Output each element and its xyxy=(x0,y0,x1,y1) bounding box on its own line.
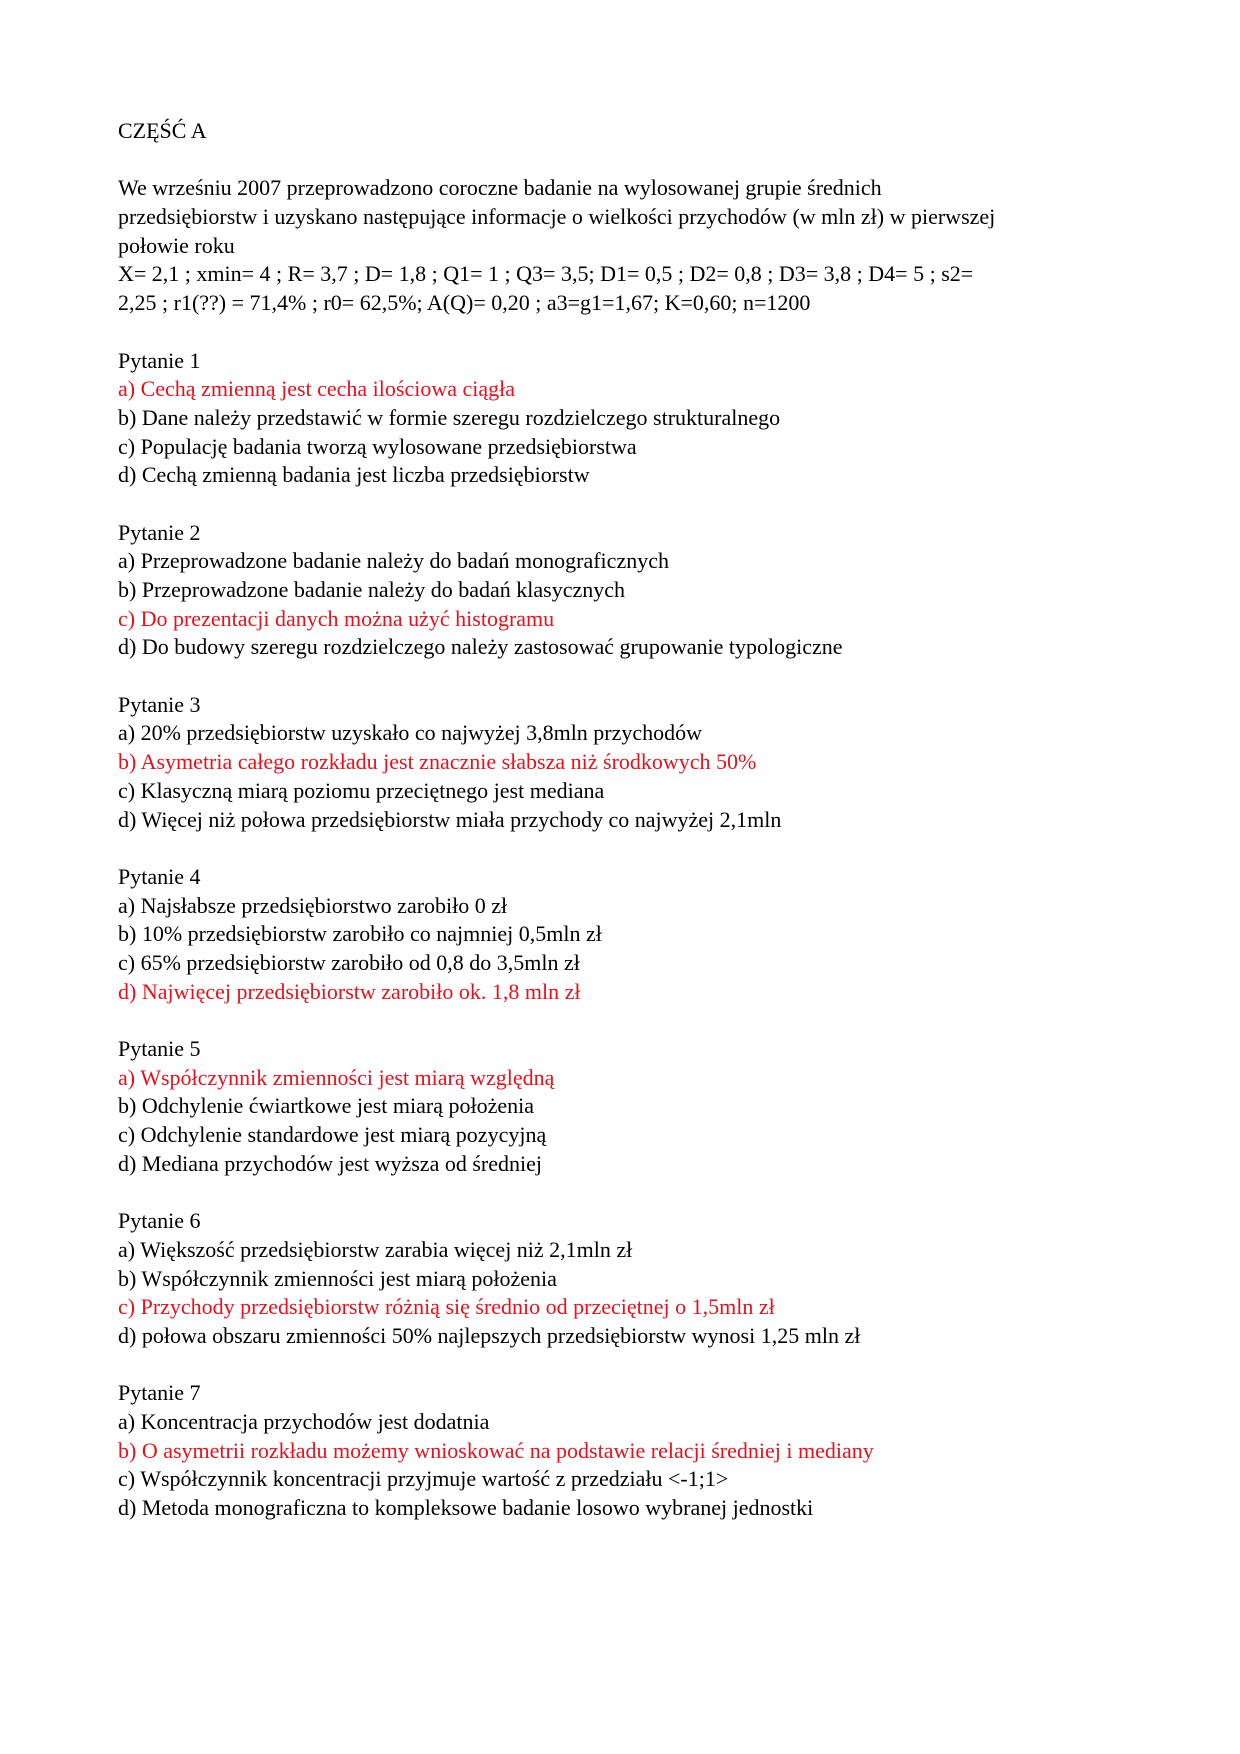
spacer xyxy=(118,318,1138,347)
spacer xyxy=(118,662,1138,691)
intro-line: połowie roku xyxy=(118,232,235,258)
question-6 xyxy=(118,1207,1138,1350)
spacer xyxy=(118,146,1138,175)
question-5 xyxy=(118,1035,1138,1178)
question-title: Pytanie 1 xyxy=(118,347,201,373)
answer-option: b) Dane należy przedstawić w formie szeregu rozdzielczego strukturalnego xyxy=(118,404,781,430)
answer-option: d) Mediana przychodów jest wyższa od średniej xyxy=(118,1150,542,1176)
question-title: Pytanie 3 xyxy=(118,691,201,717)
section-heading: CZĘŚĆ A xyxy=(118,118,207,143)
answer-option: a) Najsłabsze przedsiębiorstwo zarobiło 0 zł xyxy=(118,892,508,918)
question-3 xyxy=(118,691,1138,834)
spacer xyxy=(118,490,1138,519)
answer-option: d) połowa obszaru zmienności 50% najlepszych przedsiębiorstw wynosi 1,25 mln zł xyxy=(118,1322,861,1348)
question-4 xyxy=(118,863,1138,1006)
question-title: Pytanie 2 xyxy=(118,519,201,545)
question-title: Pytanie 5 xyxy=(118,1036,201,1061)
answer-option-correct: a) Współczynnik zmienności jest miarą względną xyxy=(118,1064,555,1090)
answer-option: b) Odchylenie ćwiartkowe jest miarą położenia xyxy=(118,1093,535,1119)
intro-line: przedsiębiorstw i uzyskano następujące informacje o wielkości przychodów (w mln zł) w pierwszej xyxy=(118,204,996,230)
answer-option: c) Populację badania tworzą wylosowane przedsiębiorstwa xyxy=(118,433,637,459)
answer-option: a) 20% przedsiębiorstw uzyskało co najwyżej 3,8mln przychodów xyxy=(118,720,703,746)
questions-list xyxy=(118,318,1138,1523)
answer-option: a) Przeprowadzone badanie należy do badań monograficznych xyxy=(118,548,669,574)
statistics-line: 2,25 ; r1(??) = 71,4% ; r0= 62,5%; A(Q)= 0,20 ; a3=g1=1,67; K=0,60; n=1200 xyxy=(118,290,811,316)
answer-option: b) Współczynnik zmienności jest miarą położenia xyxy=(118,1265,557,1291)
question-title: Pytanie 4 xyxy=(118,863,201,889)
answer-option: c) Współczynnik koncentracji przyjmuje wartość z przedziału <-1;1> xyxy=(118,1466,729,1492)
question-7 xyxy=(118,1379,1138,1522)
answer-option: d) Cechą zmienną badania jest liczba przedsiębiorstw xyxy=(118,462,590,488)
spacer xyxy=(118,1351,1138,1380)
question-2 xyxy=(118,519,1138,662)
intro-line: We wrześniu 2007 przeprowadzono coroczne badanie na wylosowanej grupie średnich xyxy=(118,175,882,201)
answer-option: b) 10% przedsiębiorstw zarobiło co najmniej 0,5mln zł xyxy=(118,921,602,947)
answer-option-correct: d) Najwięcej przedsiębiorstw zarobiło ok. 1,8 mln zł xyxy=(118,978,581,1004)
answer-option: a) Większość przedsiębiorstw zarabia więcej niż 2,1mln zł xyxy=(118,1236,633,1262)
question-title: Pytanie 6 xyxy=(118,1208,201,1234)
statistics-line: X= 2,1 ; xmin= 4 ; R= 3,7 ; D= 1,8 ; Q1= 1 ; Q3= 3,5; D1= 0,5 ; D2= 0,8 ; D3= 3,8 ; D4= 5 ; s2= xyxy=(118,261,974,287)
answer-option-correct: c) Do prezentacji danych można użyć histogramu xyxy=(118,605,555,631)
document-page xyxy=(118,117,1138,1523)
intro-paragraph xyxy=(118,174,1138,317)
question-1 xyxy=(118,347,1138,490)
answer-option-correct: b) O asymetrii rozkładu możemy wnioskować na podstawie relacji średniej i mediany xyxy=(118,1437,874,1463)
spacer xyxy=(118,834,1138,863)
answer-option: c) Klasyczną miarą poziomu przeciętnego jest mediana xyxy=(118,777,605,803)
answer-option: a) Koncentracja przychodów jest dodatnia xyxy=(118,1408,490,1434)
spacer xyxy=(118,1178,1138,1207)
answer-option: d) Do budowy szeregu rozdzielczego należy zastosować grupowanie typologiczne xyxy=(118,634,843,660)
answer-option-correct: c) Przychody przedsiębiorstw różnią się średnio od przeciętnej o 1,5mln zł xyxy=(118,1294,775,1320)
answer-option: c) 65% przedsiębiorstw zarobiło od 0,8 do 3,5mln zł xyxy=(118,949,580,975)
answer-option: b) Przeprowadzone badanie należy do badań klasycznych xyxy=(118,577,625,602)
spacer xyxy=(118,1006,1138,1035)
question-title: Pytanie 7 xyxy=(118,1380,201,1406)
answer-option: d) Więcej niż połowa przedsiębiorstw miała przychody co najwyżej 2,1mln xyxy=(118,806,782,832)
answer-option: d) Metoda monograficzna to kompleksowe badanie losowo wybranej jednostki xyxy=(118,1495,814,1520)
answer-option-correct: b) Asymetria całego rozkładu jest znacznie słabsza niż środkowych 50% xyxy=(118,749,757,775)
answer-option: c) Odchylenie standardowe jest miarą pozycyjną xyxy=(118,1122,547,1148)
answer-option-correct: a) Cechą zmienną jest cecha ilościowa ciągła xyxy=(118,376,516,402)
